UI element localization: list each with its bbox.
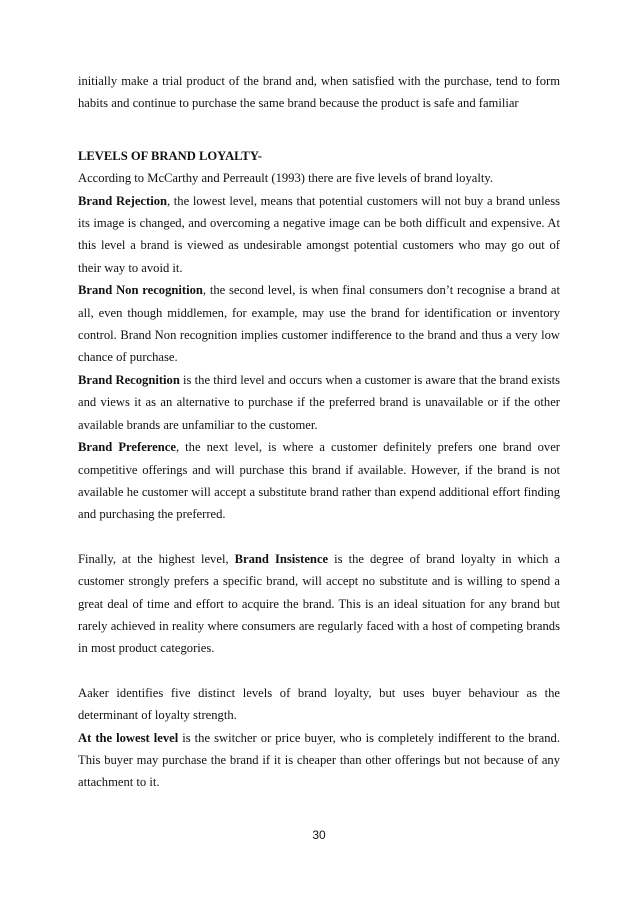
paragraph-gap bbox=[78, 526, 560, 548]
level-brand-rejection bbox=[78, 190, 560, 280]
level-brand-recognition bbox=[78, 369, 560, 436]
level-text: is the third level and occurs when a customer is aware that the brand exists and views it as an alternative to purchase if the preferred brand is unavailable or if the other available brands are unfamiliar to the customer. bbox=[78, 372, 560, 432]
intro-paragraph: initially make a trial product of the brand and, when satisfied with the purchase, tend to form habits and continue to purchase the same brand because the product is safe and familiar bbox=[78, 74, 560, 111]
lowest-level-paragraph bbox=[78, 727, 560, 794]
insistence-prefix: Finally, at the highest level, bbox=[78, 551, 235, 566]
level-text: , the next level, is where a customer definitely prefers one brand over competitive offerings and will purchase this brand if available. However, if the brand is not available he customer will accept a substitute brand rather than expend additional effort finding and purchasing the preferred. bbox=[78, 440, 560, 522]
paragraph-gap bbox=[78, 660, 560, 682]
term-brand-rejection: Brand Rejection bbox=[78, 193, 167, 208]
term-brand-preference: Brand Preference bbox=[78, 440, 176, 455]
page-number: 30 bbox=[312, 828, 326, 842]
insistence-text: is the degree of brand loyalty in which a customer strongly prefers a specific brand, will accept no substitute and is willing to spend a great deal of time and effort to acquire the brand. This is an ideal situation for any brand but rarely achieved in reality where consumers are regularly faced with a host of competing brands in most product categories. bbox=[78, 551, 561, 656]
level-brand-preference bbox=[78, 436, 560, 526]
aaker-paragraph: Aaker identifies five distinct levels of brand loyalty, but uses buyer behaviour as the determinant of loyalty strength. bbox=[78, 685, 560, 723]
term-lowest-level: At the lowest level bbox=[78, 730, 179, 745]
mccarthy-intro: According to McCarthy and Perreault (1993) there are five levels of brand loyalty. bbox=[78, 171, 493, 186]
term-brand-recognition: Brand Recognition bbox=[78, 372, 180, 387]
term-brand-non-recognition: Brand Non recognition bbox=[78, 283, 203, 298]
section-heading: LEVELS OF BRAND LOYALTY- bbox=[78, 148, 262, 163]
document-body bbox=[78, 70, 560, 794]
level-brand-non-recognition bbox=[78, 279, 560, 369]
lowest-level-text: is the switcher or price buyer, who is completely indifferent to the brand. This buyer may purchase the brand if it is cheaper than other offerings but not because of any attachment to it. bbox=[78, 730, 560, 790]
paragraph-gap bbox=[78, 115, 560, 145]
level-text: , the second level, is when final consumers don’t recognise a brand at all, even though middlemen, for example, may use the brand for identification or inventory control. Brand Non recognition implies customer indifference to the brand and thus a very low chance of purchase. bbox=[78, 283, 560, 365]
brand-insistence-paragraph bbox=[78, 548, 560, 660]
level-text: , the lowest level, means that potential customers will not buy a brand unless its image is changed, and overcoming a negative image can be both difficult and expensive. At this level a brand is viewed as undesirable amongst potential customers who may go out of their way to avoid it. bbox=[78, 193, 560, 275]
term-brand-insistence: Brand Insistence bbox=[234, 551, 329, 566]
